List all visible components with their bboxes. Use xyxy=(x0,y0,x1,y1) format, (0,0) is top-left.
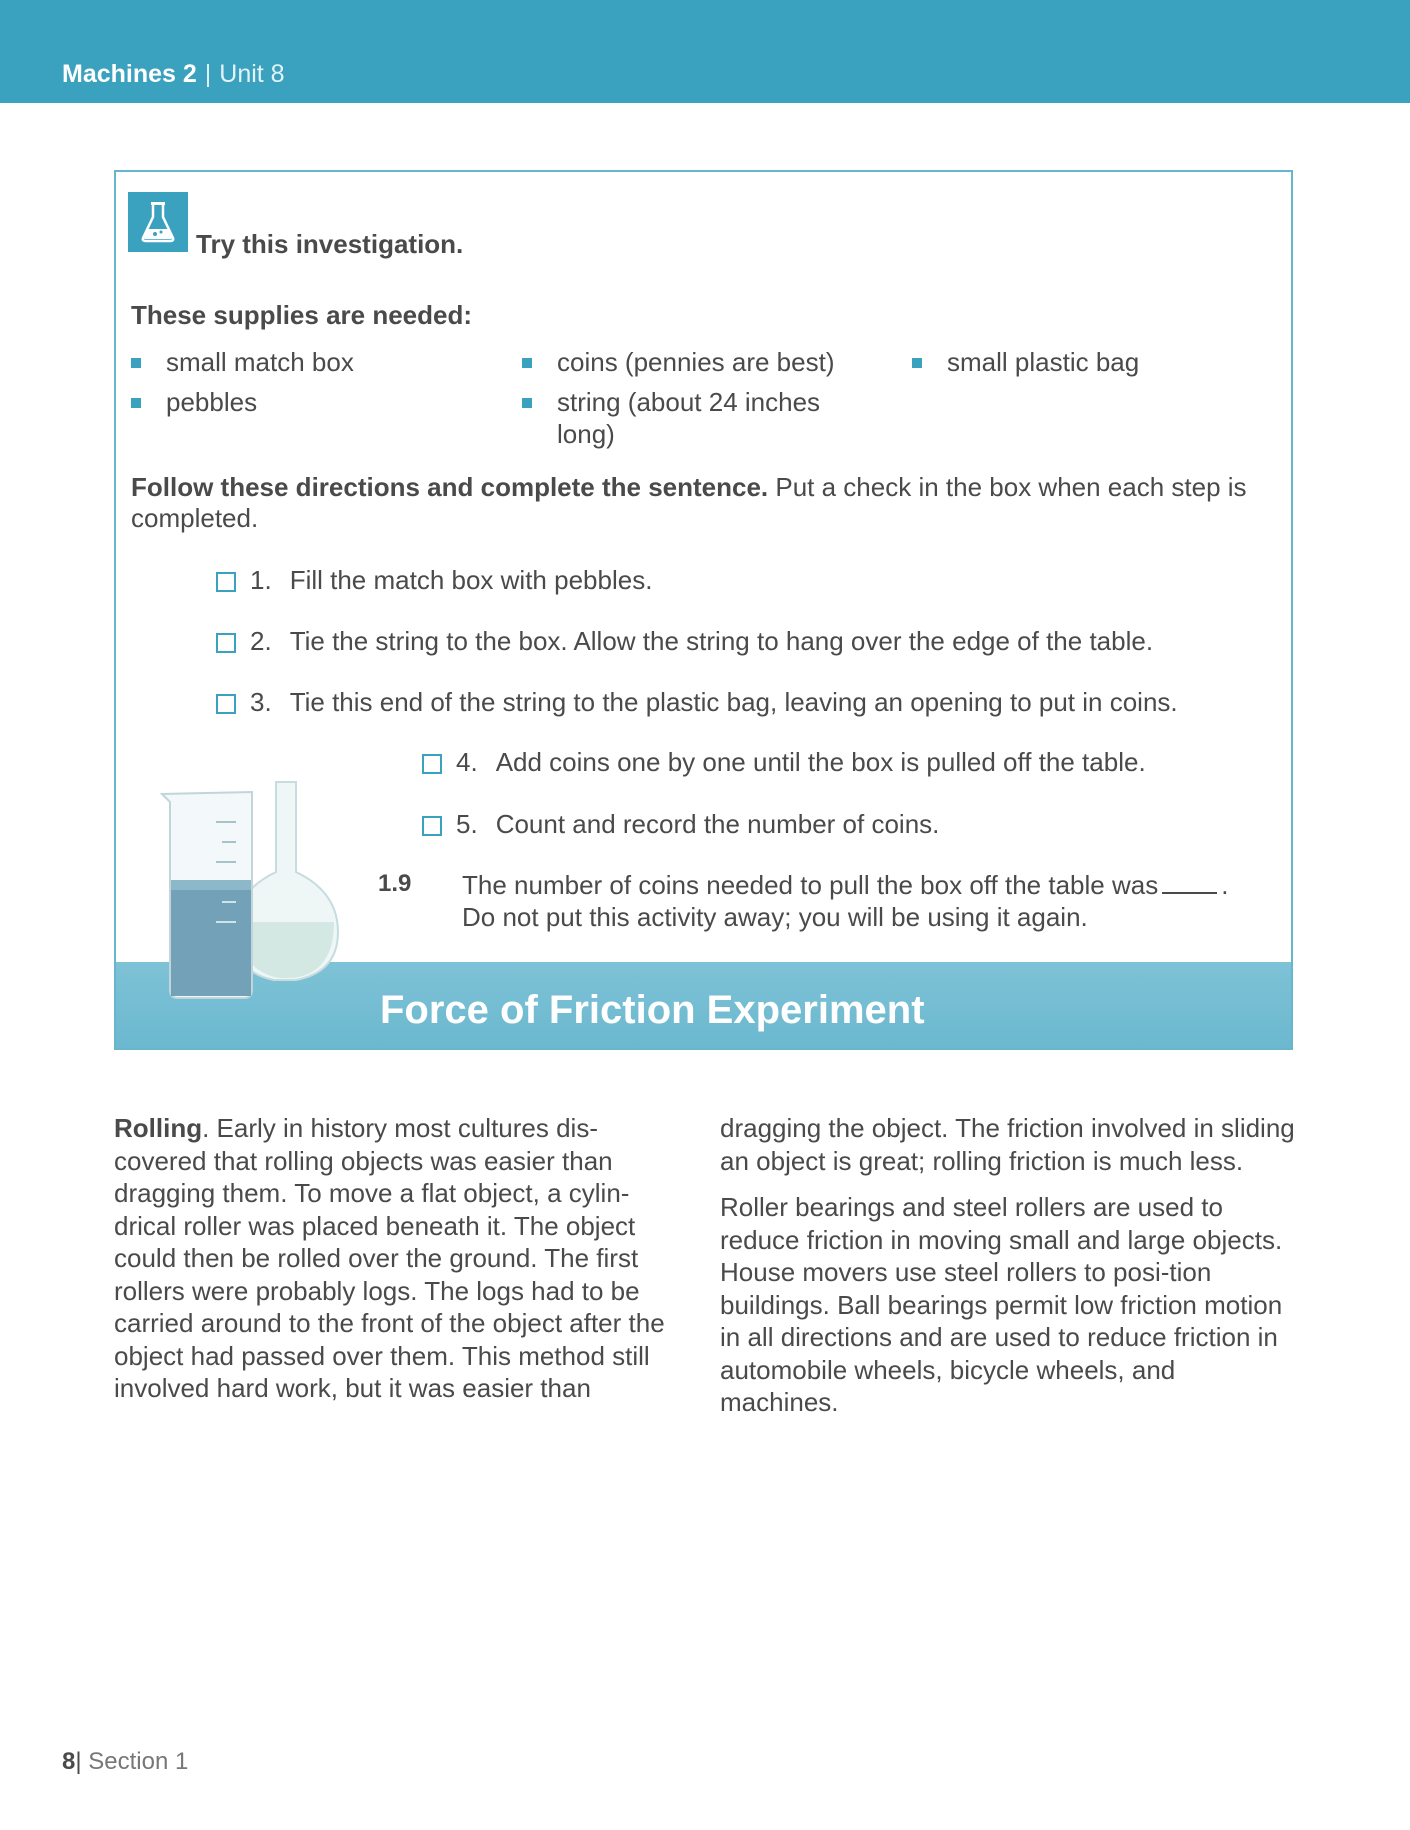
supply-text: coins (pennies are best) xyxy=(557,347,835,377)
question-line1-end: . xyxy=(1221,870,1229,900)
header-separator: | xyxy=(204,60,212,88)
step-number: 2. xyxy=(250,626,272,656)
supply-text: small match box xyxy=(166,347,354,377)
supply-text: pebbles xyxy=(166,387,258,417)
supply-item xyxy=(522,346,867,378)
beaker-flask-illustration xyxy=(156,772,346,1022)
supply-item xyxy=(522,386,837,450)
step-text: Add coins one by one until the box is pulled off the table. xyxy=(495,747,1146,777)
flask-icon xyxy=(128,192,188,252)
page-footer xyxy=(62,1748,188,1776)
step-item xyxy=(422,809,939,839)
directions xyxy=(131,472,1281,534)
paragraph xyxy=(114,1112,684,1405)
question-line1: The number of coins needed to pull the box off the table was xyxy=(462,870,1159,900)
bullet-icon xyxy=(912,358,922,368)
step-item xyxy=(216,565,652,595)
bullet-icon xyxy=(131,398,141,408)
step-item xyxy=(216,626,1153,656)
supply-text: string (about 24 inches long) xyxy=(557,387,821,449)
unit-label: Unit 8 xyxy=(219,60,285,88)
paragraph: dragging the object. The friction involved in sliding an object is great; rolling friction is much less. xyxy=(720,1113,1295,1176)
book-title: Machines 2 xyxy=(62,60,197,88)
step-number: 1. xyxy=(250,565,272,595)
step-text: Fill the match box with pebbles. xyxy=(289,565,653,595)
question-text xyxy=(462,869,1282,933)
supplies-title: These supplies are needed: xyxy=(131,300,473,330)
step-checkbox[interactable] xyxy=(216,572,236,592)
rolling-heading: Rolling xyxy=(114,1113,203,1143)
step-item xyxy=(216,687,1178,717)
section-label: Section 1 xyxy=(88,1748,189,1775)
footer-separator: | xyxy=(75,1748,82,1775)
question-number: 1.9 xyxy=(378,870,412,897)
header-title xyxy=(62,60,285,89)
activity-prompt: Try this investigation. xyxy=(196,229,464,259)
body-column-right xyxy=(720,1112,1300,1419)
page-number: 8 xyxy=(62,1748,76,1775)
step-text: Tie this end of the string to the plastic bag, leaving an opening to put in coins. xyxy=(289,687,1178,717)
supply-text: small plastic bag xyxy=(947,347,1140,377)
step-number: 5. xyxy=(456,809,478,839)
step-number: 3. xyxy=(250,687,272,717)
question-line2: Do not put this activity away; you will be using it again. xyxy=(462,902,1088,932)
bullet-icon xyxy=(522,398,532,408)
directions-text: Put a check in the box when each step is completed. xyxy=(131,472,1247,533)
banner-title: Force of Friction Experiment xyxy=(380,988,925,1032)
step-text: Tie the string to the box. Allow the string to hang over the edge of the table. xyxy=(289,626,1154,656)
step-text: Count and record the number of coins. xyxy=(495,809,940,839)
paragraph-text: . Early in history most cultures dis-covered that rolling objects was easier than dragging them. To move a flat object, a cylin-drical roller was placed beneath it. The object could then be rolled over the ground. The first rollers were probably logs. The logs had to be carried around to the front of the object after the object had passed over them. This method still involved hard work, but it was easier than xyxy=(114,1113,665,1403)
supply-item xyxy=(912,346,1267,378)
step-number: 4. xyxy=(456,747,478,777)
step-checkbox[interactable] xyxy=(422,754,442,774)
bullet-icon xyxy=(522,358,532,368)
supply-item xyxy=(131,346,506,378)
activity-box xyxy=(114,170,1293,1050)
step-checkbox[interactable] xyxy=(216,694,236,714)
supply-item xyxy=(131,386,506,418)
step-item xyxy=(422,747,1146,777)
bullet-icon xyxy=(131,358,141,368)
step-checkbox[interactable] xyxy=(216,633,236,653)
page-header xyxy=(0,0,1410,103)
directions-bold: Follow these directions and complete the sentence. xyxy=(131,472,769,502)
step-checkbox[interactable] xyxy=(422,816,442,836)
body-column-left xyxy=(114,1112,684,1405)
answer-blank[interactable] xyxy=(1162,892,1217,894)
paragraph: Roller bearings and steel rollers are used to reduce friction in moving small and large objects. House movers use steel rollers to posi-tion buildings. Ball bearings permit low friction motion in all directions and are used to reduce friction in automobile wheels, bicycle wheels, and machines. xyxy=(720,1192,1283,1417)
